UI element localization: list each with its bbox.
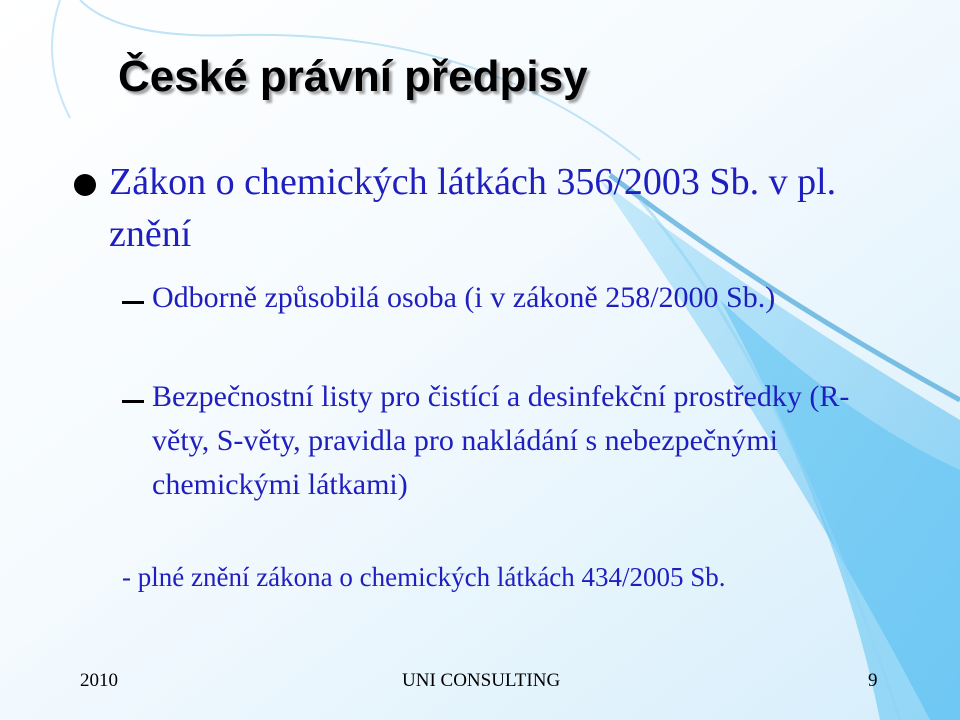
footer-center: UNI CONSULTING (402, 670, 561, 691)
sub-item-text: Odborně způsobilá osoba (i v zákoně 258/2000 Sb.) (152, 281, 776, 314)
dash-marker (122, 301, 144, 304)
slide-title: České právní předpisy (118, 52, 588, 101)
dash-marker (122, 400, 144, 403)
footer-page-number: 9 (868, 670, 878, 691)
footer-date: 2010 (80, 670, 118, 691)
bullet-dot (74, 174, 96, 196)
main-bullet-text: Zákon o chemických látkách 356/2003 Sb. v pl. znění (109, 161, 837, 255)
note-text: - plné znění zákona o chemických látkách 434/2005 Sb. (122, 562, 726, 592)
sub-item-text: Bezpečnostní listy pro čistící a desinfekční prostředky (R-věty, S-věty, pravidla pro nakládání s nebezpečnými chemickými látkami) (152, 380, 850, 501)
